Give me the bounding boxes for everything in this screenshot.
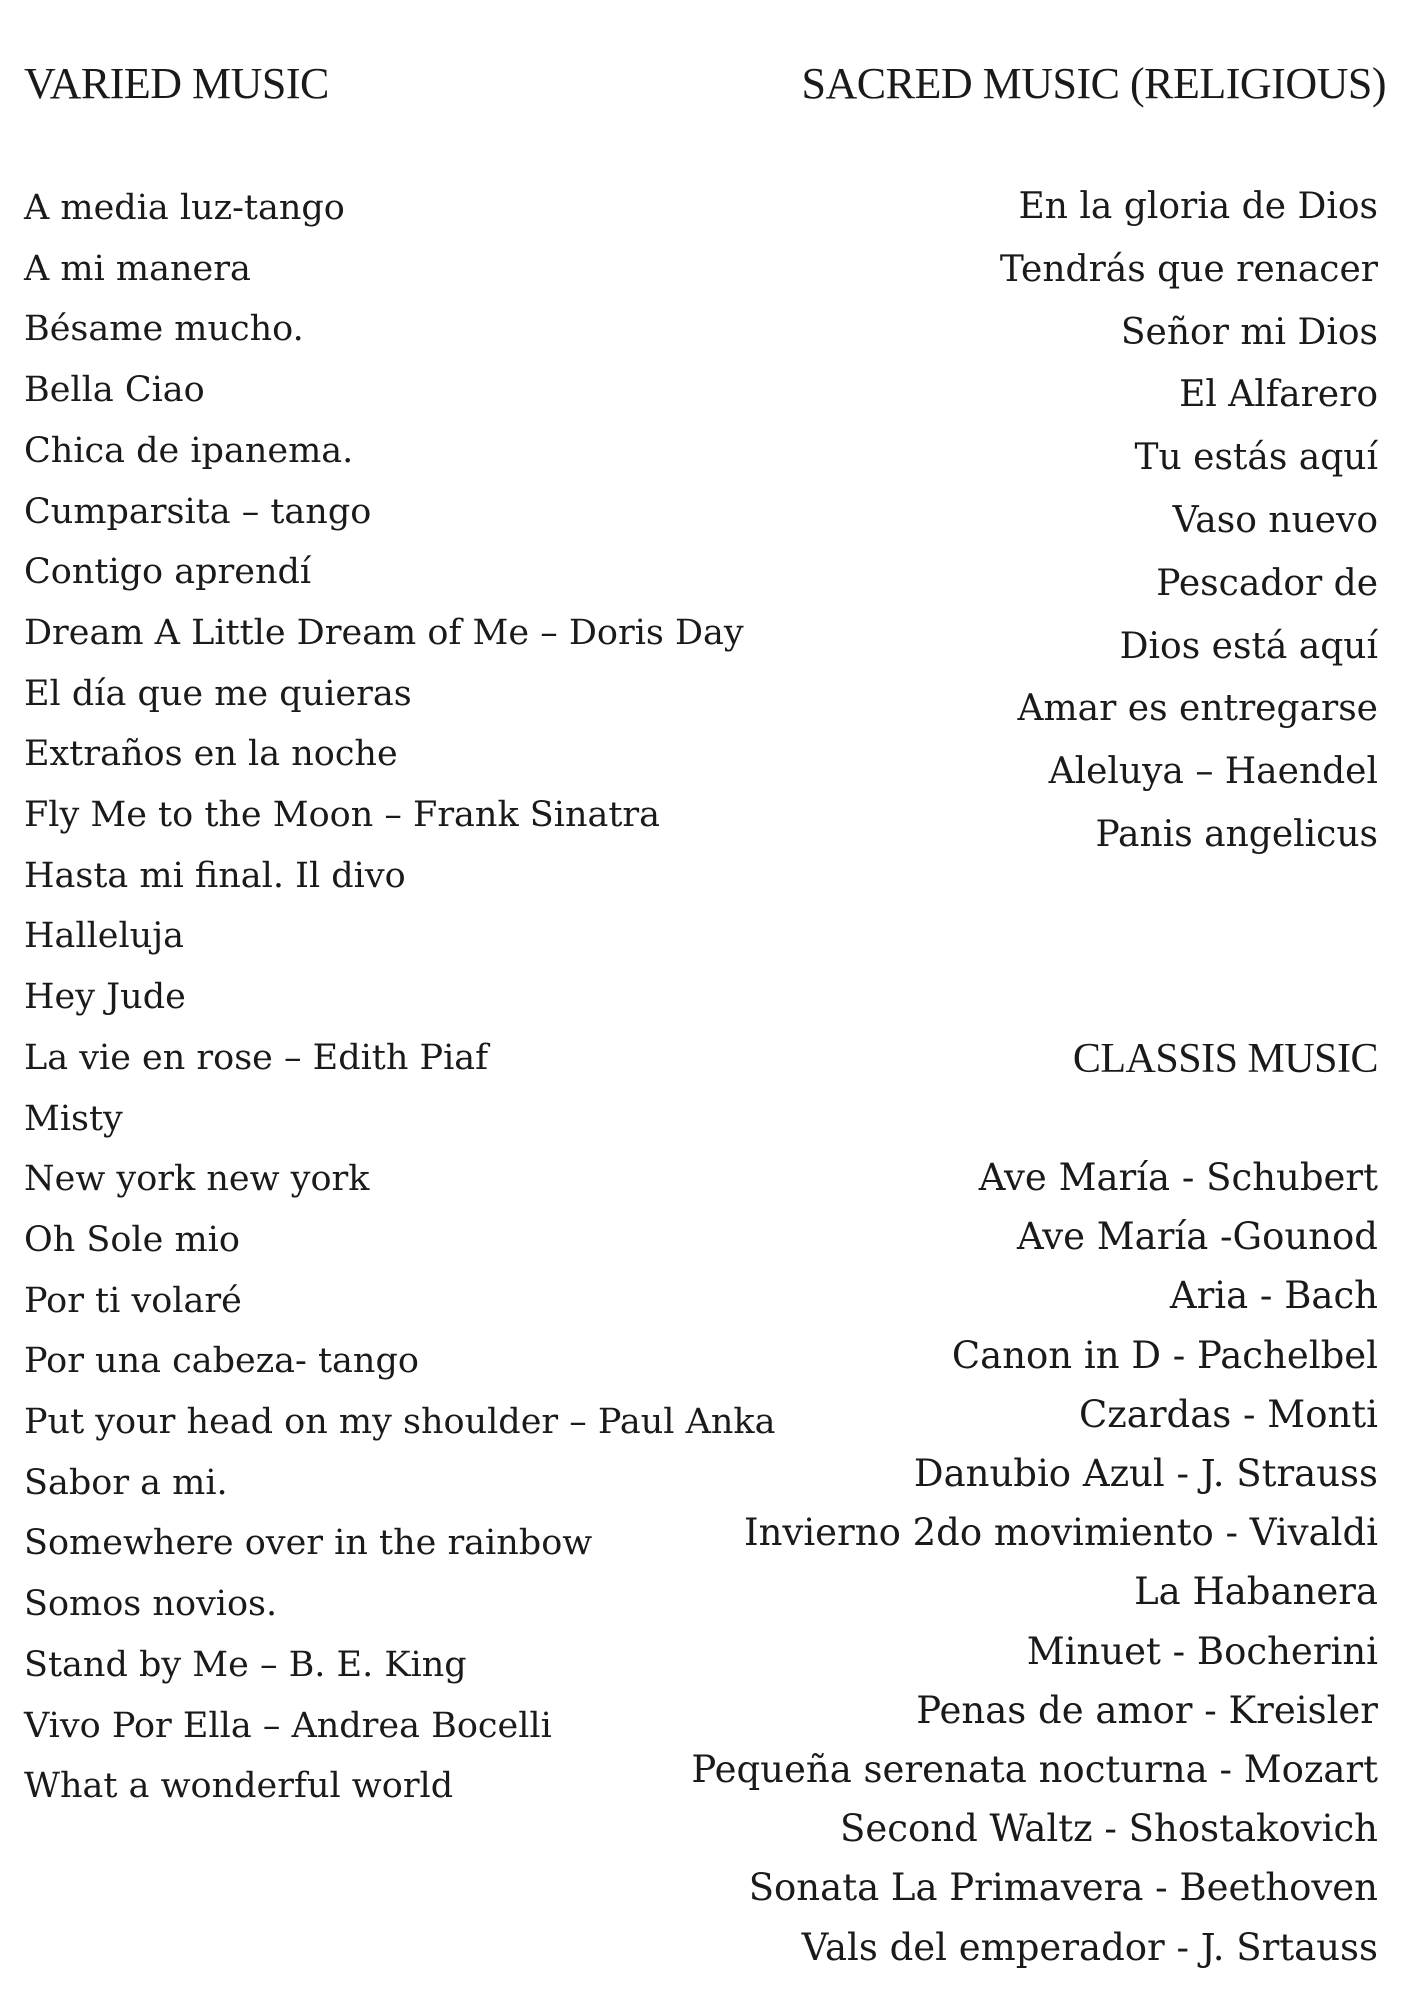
classic-music-item: Second Waltz - Shostakovich [840, 1807, 1378, 1851]
varied-music-item: A media luz-tango [24, 188, 345, 228]
varied-music-item: Chica de ipanema. [24, 430, 354, 471]
classic-music-heading: CLASSIS MUSIC [1072, 1036, 1378, 1082]
classic-music-item: Czardas - Monti [1079, 1392, 1378, 1436]
varied-music-item: A mi manera [24, 248, 251, 289]
varied-music-item: El día que me quieras [24, 673, 412, 714]
sacred-music-heading: SACRED MUSIC (RELIGIOUS) [801, 59, 1386, 108]
classic-music-item: Danubio Azul - J. Strauss [913, 1452, 1378, 1496]
varied-music-item: Halleluja [24, 916, 184, 957]
classic-music-item: Invierno 2do movimiento - Vivaldi [743, 1511, 1378, 1555]
varied-music-item: Put your head on my shoulder – Paul Anka [24, 1402, 776, 1443]
sacred-music-item: El Alfarero [1179, 374, 1378, 416]
sacred-music-item: Vaso nuevo [1172, 499, 1378, 541]
classic-music-list [691, 1148, 1378, 1977]
varied-music-item: Oh Sole mio [24, 1219, 240, 1260]
varied-music-item: Extraños en la noche [24, 734, 398, 775]
varied-music-item: Cumparsita – tango [24, 491, 372, 532]
varied-music-item: Misty [24, 1098, 123, 1139]
varied-music-item: Contigo aprendí [24, 552, 312, 593]
classic-music-item: Ave María - Schubert [978, 1156, 1378, 1199]
classic-music-item: La Habanera [1134, 1570, 1378, 1614]
sacred-music-item: Amar es entregarse [1017, 688, 1378, 730]
varied-music-item: Fly Me to the Moon – Frank Sinatra [24, 795, 661, 836]
varied-music-item: La vie en rose – Edith Piaf [24, 1037, 489, 1078]
sacred-music-item: Panis angelicus [1095, 813, 1378, 855]
varied-music-item: Hasta mi final. Il divo [24, 855, 406, 896]
classic-music-item: Aria - Bach [1169, 1274, 1378, 1318]
sacred-music-item: Tu estás aquí [1134, 437, 1378, 479]
varied-music-list [24, 178, 776, 1817]
sacred-music-item: Tendrás que renacer [999, 248, 1378, 290]
varied-music-item: Vivo Por Ella – Andrea Bocelli [24, 1705, 552, 1746]
varied-music-item: Sabor a mi. [24, 1462, 228, 1503]
varied-music-item: Por ti volaré [24, 1280, 242, 1321]
varied-music-heading: VARIED MUSIC [24, 59, 329, 108]
varied-music-item: New york new york [24, 1159, 370, 1200]
classic-music-item: Canon in D - Pachelbel [951, 1333, 1378, 1377]
varied-music-item: Dream A Little Dream of Me – Doris Day [24, 612, 744, 653]
varied-music-item: Por una cabeza- tango [24, 1341, 419, 1382]
sacred-music-list [1000, 176, 1378, 867]
varied-music-item: Stand by Me – B. E. King [24, 1644, 467, 1685]
classic-music-item: Vals del emperador - J. Srtauss [801, 1925, 1378, 1969]
classic-music-item: Sonata La Primavera - Beethoven [748, 1866, 1378, 1910]
varied-music-item: What a wonderful world [24, 1766, 454, 1807]
classic-music-item: Penas de amor - Kreisler [916, 1688, 1378, 1732]
classic-music-item: Ave María -Gounod [1016, 1215, 1378, 1259]
varied-music-item: Hey Jude [24, 977, 186, 1018]
sacred-music-item: Señor mi Dios [1120, 311, 1378, 353]
sacred-music-item: Dios está aquí [1119, 625, 1378, 667]
varied-music-item: Somos novios. [24, 1584, 278, 1625]
classic-music-item: Pequeña serenata nocturna - Mozart [691, 1748, 1378, 1792]
sacred-music-item: Pescador de [1156, 562, 1378, 604]
varied-music-item: Somewhere over in the rainbow [24, 1523, 593, 1564]
sacred-music-item: En la gloria de Dios [1018, 186, 1378, 227]
classic-music-item: Minuet - Bocherini [1026, 1629, 1378, 1673]
varied-music-item: Bella Ciao [24, 370, 205, 411]
sacred-music-item: Aleluya – Haendel [1048, 751, 1378, 793]
varied-music-item: Bésame mucho. [24, 309, 304, 350]
